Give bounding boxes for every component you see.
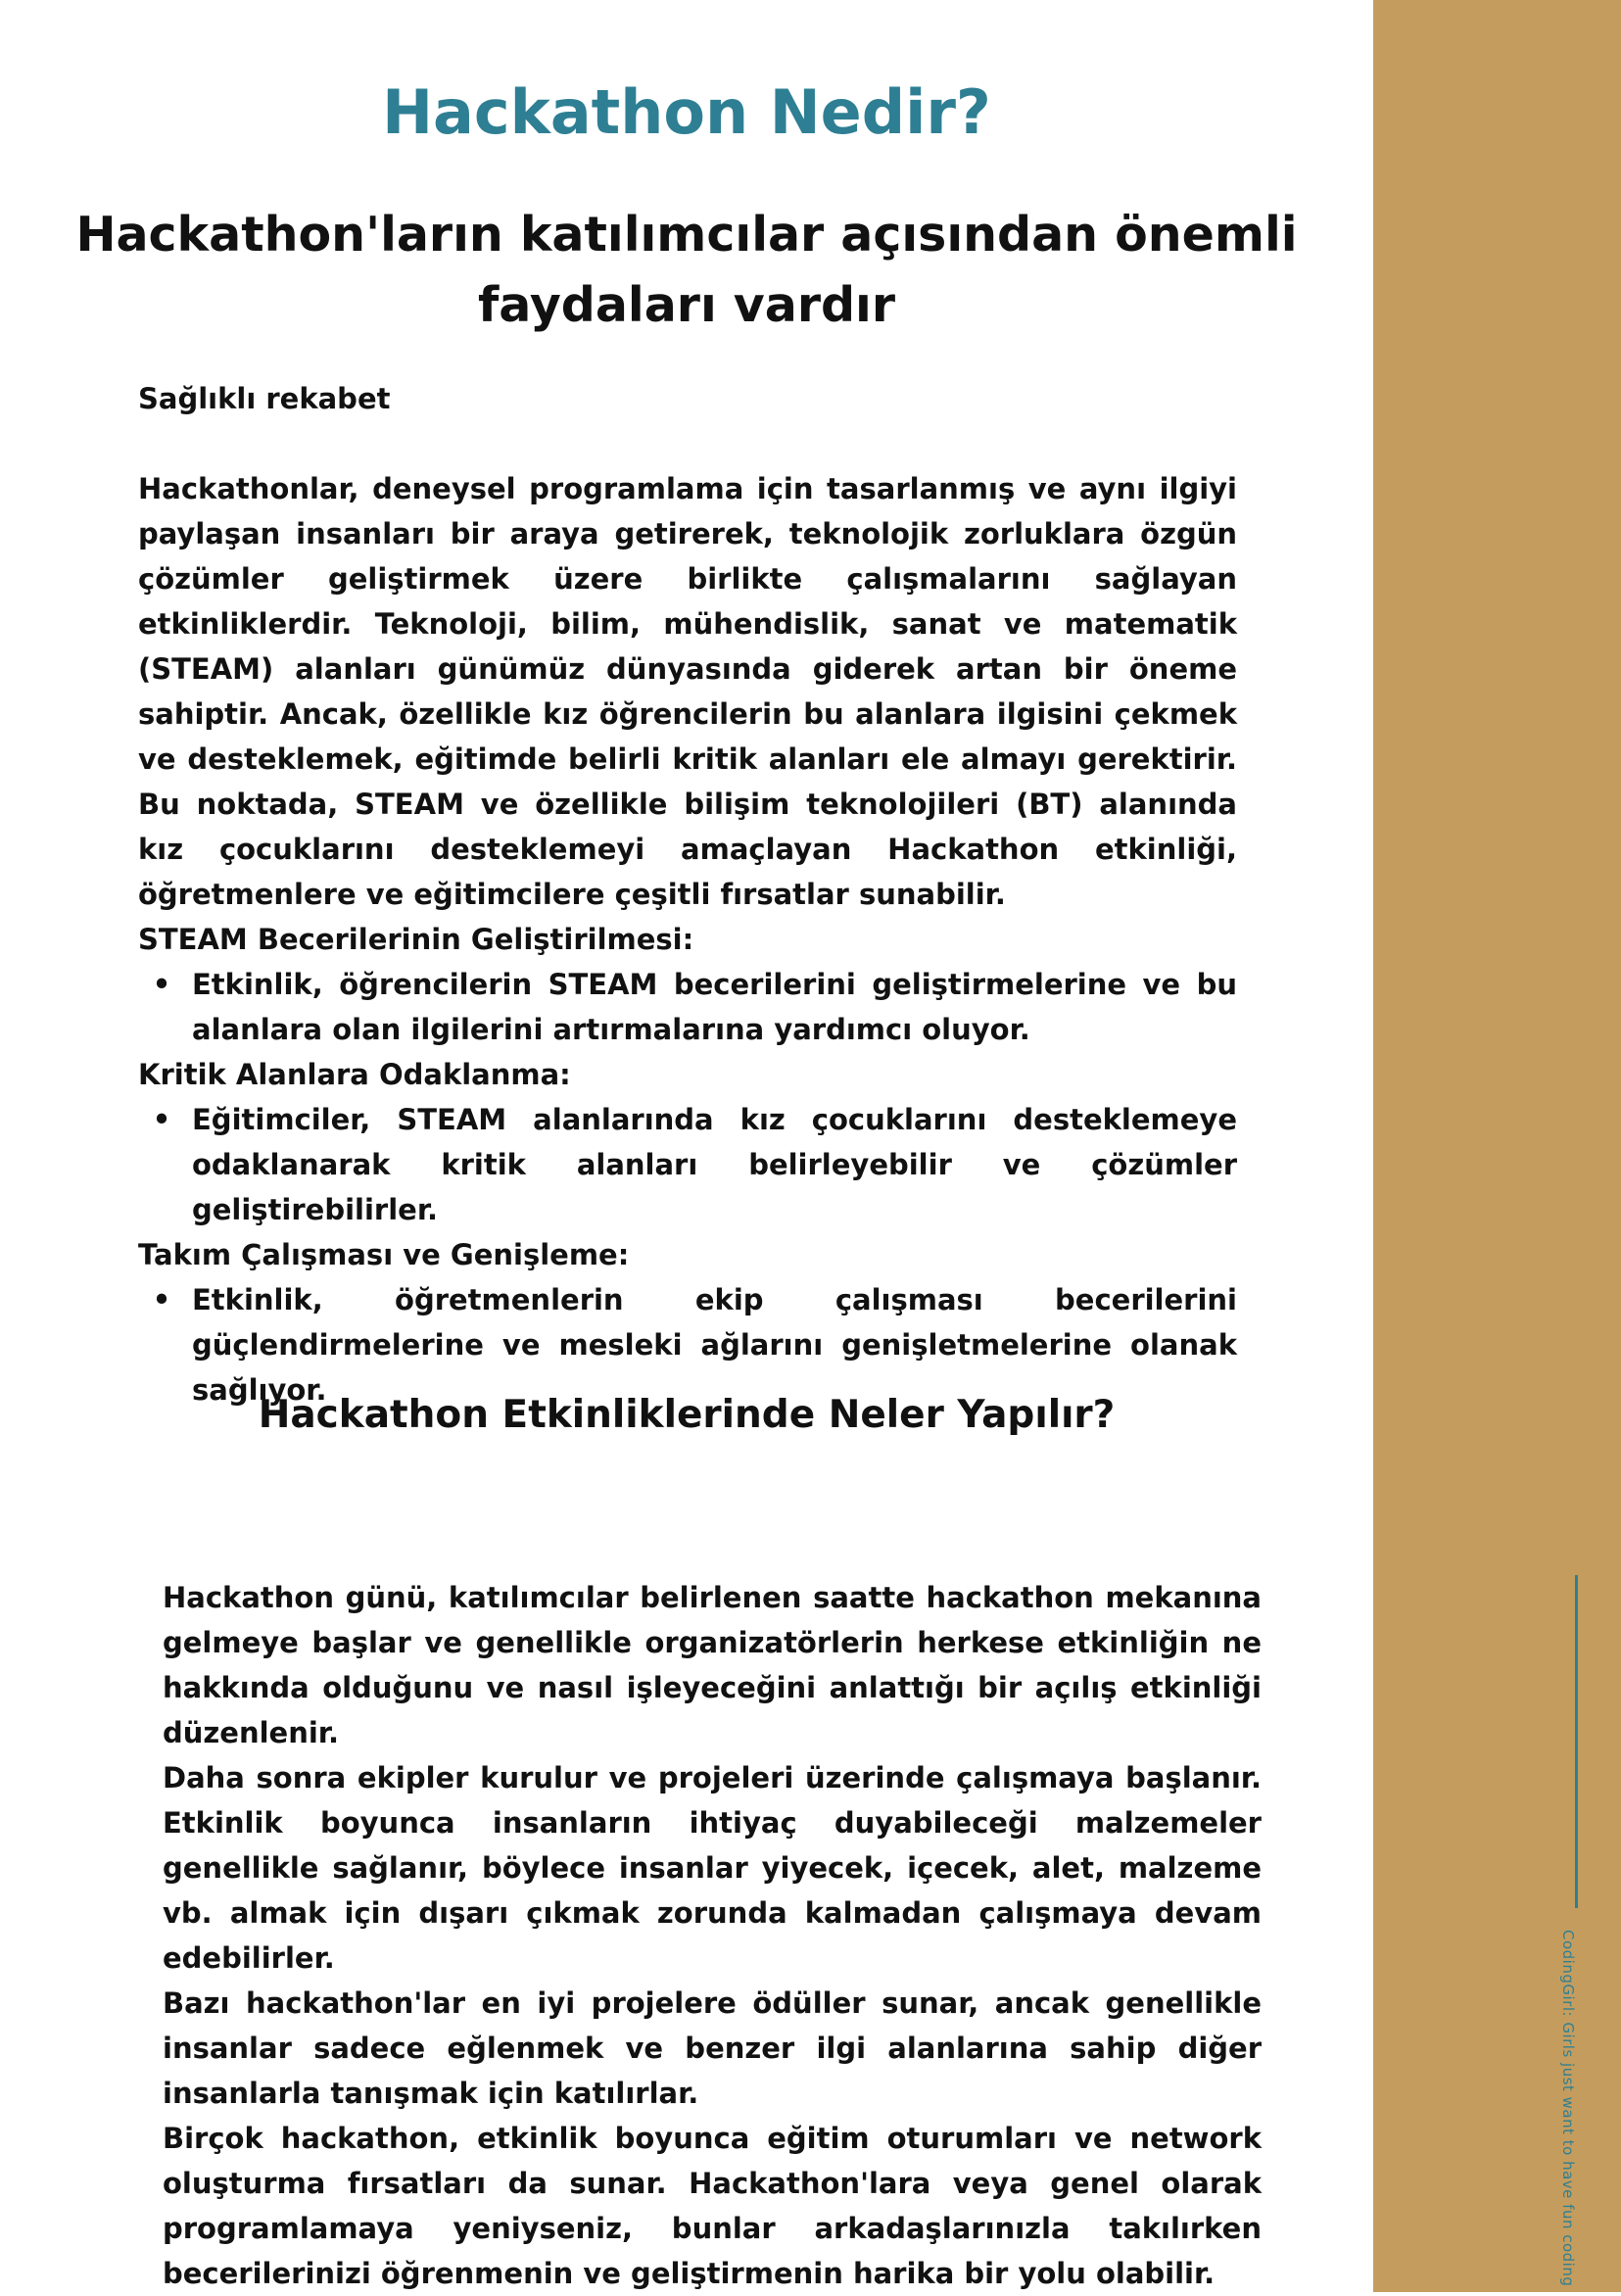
benefits-intro-paragraph: Hackathonlar, deneysel programlama için tasarlanmış ve aynı ilgiyi paylaşan insanları bir araya getirerek, teknolojik zorluklara özgün çözümler geliştirmek üzere birlikte çalışmalarını sağlayan etkinliklerdir. Teknoloji, bilim, mühendislik, sanat ve matematik (STEAM) alanları günümüz dünyasında giderek artan bir öneme sahiptir. Ancak, özellikle kız öğrencilerin bu alanlara ilgisini çekmek ve desteklemek, eğitimde belirli kritik alanları ele almayı gerektirir. Bu noktada, STEAM ve özellikle bilişim teknolojileri (BT) alanında kız çocuklarını desteklemeyi amaçlayan Hackathon etkinliği, öğretmenlere ve eğitimcilere çeşitli fırsatlar sunabilir.: [138, 472, 1237, 911]
sidebar-accent-line: [1575, 1575, 1578, 1908]
benefits-heading: Sağlıklı rekabet: [138, 382, 391, 415]
bullet-icon: •: [152, 968, 171, 1001]
list-item-text: Etkinlik, öğrencilerin STEAM becerilerini geliştirmelerine ve bu alanlara olan ilgilerini artırmalarına yardımcı oluyor.: [192, 968, 1237, 1046]
bullet-list: [138, 1097, 1237, 1232]
list-item-text: Eğitimciler, STEAM alanlarında kız çocuklarını desteklemeye odaklanarak kritik alanları belirleyebilir ve çözümler geliştirebilirler.: [192, 1103, 1237, 1226]
subsection-heading-critical-areas: Kritik Alanlara Odaklanma:: [138, 1058, 571, 1091]
bullet-icon: •: [152, 1283, 171, 1316]
activities-paragraph: Hackathon günü, katılımcılar belirlenen saatte hackathon mekanına gelmeye başlar ve genellikle organizatörlerin herkese etkinliğin ne hakkında olduğunu ve nasıl işleyeceğini anlattığı bir açılış etkinliği düzenlenir.: [163, 1581, 1262, 1749]
subsection-heading-teamwork: Takım Çalışması ve Genişleme:: [138, 1238, 630, 1271]
list-item-text: Etkinlik, öğretmenlerin ekip çalışması becerilerini güçlendirmelerine ve mesleki ağlarını genişletmelerine olanak sağlıyor.: [192, 1283, 1237, 1407]
bullet-icon: •: [152, 1103, 171, 1136]
list-item: [152, 1097, 1237, 1232]
activities-paragraph: Birçok hackathon, etkinlik boyunca eğitim oturumları ve network oluşturma fırsatları da sunar. Hackathon'lara veya genel olarak programlamaya yeniyseniz, bunlar arkadaşlarınızla takılırken becerilerinizi öğrenmenin ve geliştirmenin harika bir yolu olabilir.: [163, 2122, 1262, 2290]
bullet-list: [138, 962, 1237, 1052]
benefits-section: [138, 376, 1237, 1412]
list-item: [152, 962, 1237, 1052]
sidebar-tagline: CodingGirl: Girls just want to have fun coding: [1559, 1930, 1577, 2287]
activities-heading: Hackathon Etkinliklerinde Neler Yapılır?: [258, 1393, 1116, 1437]
sidebar-panel: [1373, 0, 1621, 2292]
page-title: Hackathon Nedir?: [382, 76, 991, 148]
activities-section: [163, 1575, 1262, 2296]
subsection-heading-steam-skills: STEAM Becerilerinin Geliştirilmesi:: [138, 923, 694, 956]
activities-paragraph: Daha sonra ekipler kurulur ve projeleri üzerinde çalışmaya başlanır. Etkinlik boyunca insanların ihtiyaç duyabileceği malzemeler genellikle sağlanır, böylece insanlar yiyecek, içecek, alet, malzeme vb. almak için dışarı çıkmak zorunda kalmadan çalışmaya devam edebilirler.: [163, 1761, 1262, 1975]
page-subtitle: Hackathon'ların katılımcılar açısından önemli faydaları vardır: [75, 207, 1298, 333]
activities-paragraph: Bazı hackathon'lar en iyi projelere ödüller sunar, ancak genellikle insanlar sadece eğlenmek ve benzer ilgi alanlarına sahip diğer insanlarla tanışmak için katılırlar.: [163, 1986, 1262, 2110]
spacer: [138, 421, 1237, 466]
